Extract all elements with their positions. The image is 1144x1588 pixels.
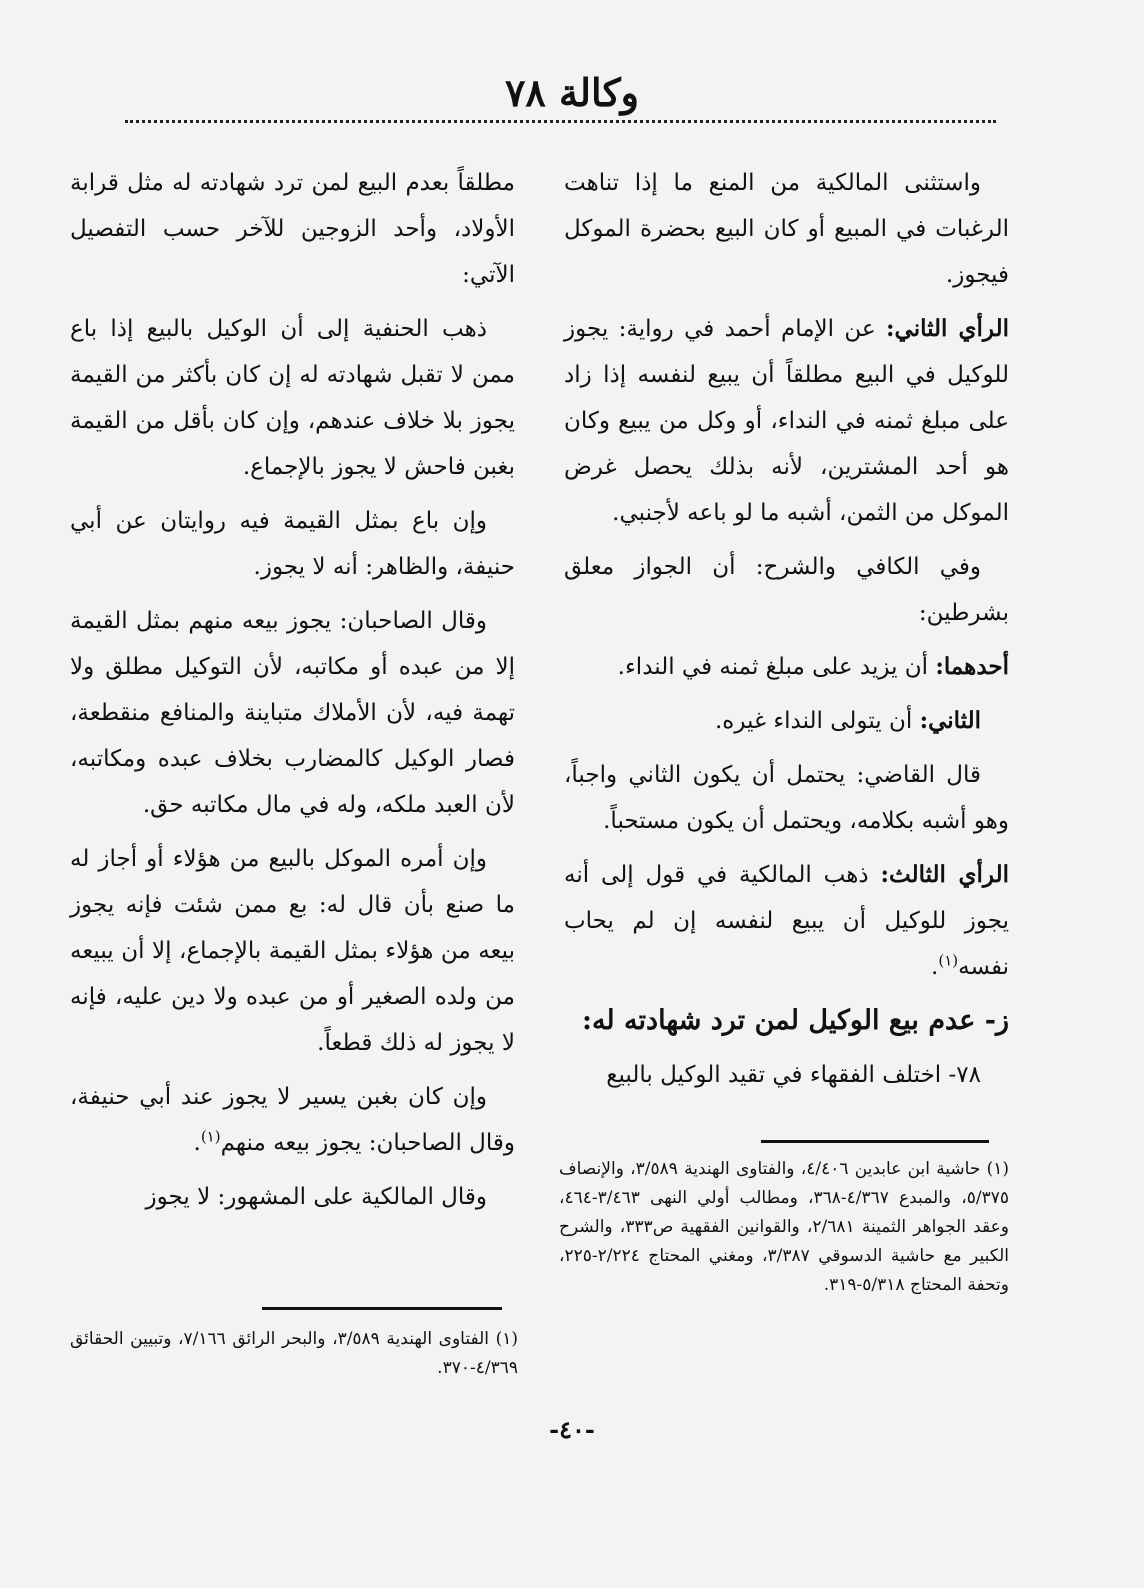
paragraph: وقال المالكية على المشهور: لا يجوز	[145, 1184, 487, 1210]
paragraph	[70, 1074, 515, 1166]
punctuation: .	[193, 1130, 201, 1156]
page-number: -٤٠-	[549, 1415, 595, 1444]
paragraph-text: وإن كان بغبن يسير لا يجوز عند أبي حنيفة، وقال الصاحبان: يجوز بيعه منهم	[70, 1084, 515, 1156]
footnote: (١) حاشية ابن عابدين ٤/٤٠٦، والفتاوى الهندية ٣/٥٨٩، والإنصاف ٥/٣٧٥، والمبدع ٤/٣٦٧-٣٦٨، ومطالب أولي النهى ٣/٤٦٣-٤٦٤، وعقد الجواهر الثمينة ٢/٦٨١، والقوانين الفقهية ص٣٣٣، والشرح الكبير مع حاشية الدسوقي ٣/٣٨٧، ومغني المحتاج ٢/٢٢٤-٢٢٥، وتحفة المحتاج ٥/٣١٨-٣١٩.	[559, 1159, 1010, 1295]
paragraph: وقال الصاحبان: يجوز بيعه منهم بمثل القيمة إلا من عبده أو مكاتبه، لأن التوكيل مطلق ولا تهمة فيه، لأن الأملاك متباينة والمنافع منقطعة، فصار الوكيل كالمضارب بخلاف عبده ومكاتبه، لأن العبد ملكه، وله في مال مكاتبه حق.	[70, 608, 515, 818]
paragraph	[564, 852, 1009, 990]
footnote: (١) الفتاوى الهندية ٣/٥٨٩، والبحر الرائق ٧/١٦٦، وتبيين الحقائق ٤/٣٦٩-٣٧٠.	[70, 1329, 518, 1378]
paragraph: وفي الكافي والشرح: أن الجواز معلق بشرطين:	[564, 554, 1009, 626]
left-column	[70, 160, 515, 1228]
paragraph-label: الرأي الثالث:	[880, 861, 1010, 888]
paragraph: وإن أمره الموكل بالبيع من هؤلاء أو أجاز له ما صنع بأن قال له: بع ممن شئت فإنه يجوز بيعه من هؤلاء بمثل القيمة بالإجماع، إلا أن يبيعه من ولده الصغير أو من عبده ولا دين عليه، فإنه لا يجوز له ذلك قطعاً.	[70, 846, 515, 1056]
paragraph-text: ذهب المالكية في قول إلى أنه يجوز للوكيل أن يبيع لنفسه إن لم يحاب نفسه	[564, 862, 1009, 980]
punctuation: .	[931, 954, 939, 980]
paragraph-label: الثاني:	[919, 707, 981, 734]
paragraph	[564, 698, 1009, 744]
section-heading: ز- عدم بيع الوكيل لمن ترد شهادته له:	[581, 1005, 1009, 1036]
footnote-reference: (١)	[200, 1127, 221, 1146]
paragraph-text: أن يتولى النداء غيره.	[715, 708, 920, 734]
paragraph-label: أحدهما:	[935, 653, 1009, 680]
header-dotted-rule	[125, 120, 996, 123]
footnote-reference: (١)	[938, 951, 959, 970]
running-head-title: وكالة ٧٨	[504, 70, 640, 115]
paragraph: مطلقاً بعدم البيع لمن ترد شهادته له مثل قرابة الأولاد، وأحد الزوجين للآخر حسب التفصيل الآتي:	[70, 170, 515, 288]
paragraph-text: أن يزيد على مبلغ ثمنه في النداء.	[617, 654, 936, 680]
paragraph: وإن باع بمثل القيمة فيه روايتان عن أبي حنيفة، والظاهر: أنه لا يجوز.	[70, 508, 515, 580]
paragraph-label: الرأي الثاني:	[886, 315, 1009, 342]
paragraph: ذهب الحنفية إلى أن الوكيل بالبيع إذا باع ممن لا تقبل شهادته له إن كان بأكثر من القيمة يجوز بلا خلاف عندهم، وإن كان بأقل من القيمة بغبن فاحش لا يجوز بالإجماع.	[70, 316, 515, 480]
footnote-separator	[761, 1140, 989, 1143]
paragraph	[564, 306, 1009, 536]
paragraph: قال القاضي: يحتمل أن يكون الثاني واجباً، وهو أشبه بكلامه، ويحتمل أن يكون مستحباً.	[564, 762, 1009, 834]
paragraph	[564, 644, 1009, 690]
paragraph-text: عن الإمام أحمد في رواية: يجوز للوكيل في البيع مطلقاً أن يبيع لنفسه إذا زاد على مبلغ ثمنه في النداء، أو وكل من يبيع وكان هو أحد المشترين، لأنه بذلك يحصل غرض الموكل من الثمن، أشبه ما لو باعه لأجنبي.	[564, 316, 1009, 526]
right-column	[564, 160, 1009, 1106]
footnote-separator	[262, 1307, 502, 1310]
paragraph: واستثنى المالكية من المنع ما إذا تناهت الرغبات في المبيع أو كان البيع بحضرة الموكل فيجوز.	[564, 170, 1009, 288]
paragraph: ٧٨- اختلف الفقهاء في تقيد الوكيل بالبيع	[606, 1062, 981, 1088]
